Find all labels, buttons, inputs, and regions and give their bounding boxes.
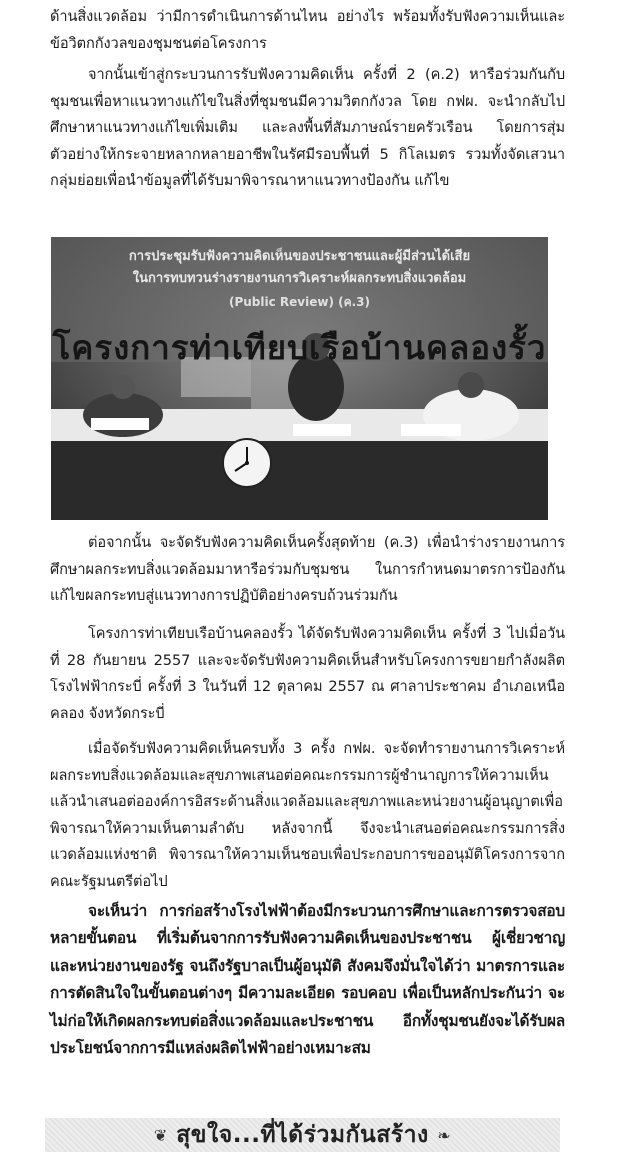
photo-banner-line1: การประชุมรับฟังความคิดเห็นของประชาชนและผู้มีส่วนได้เสีย — [128, 249, 471, 264]
paragraph-schedule: โครงการท่าเทียบเรือบ้านคลองรั้ว ได้จัดรับฟังความคิดเห็น ครั้งที่ 3 ไปเมื่อวันที่ 28 กันยายน 2557 และจะจัดรับฟังความคิดเห็นสำหรับโครงการขยายกำลังผลิตโรงไฟฟ้ากระบี่ ครั้งที่ 3 ในวันที่ 12 ตุลาคม 2557 ณ ศาลาประชาคม อำเภอเหนือคลอง จังหวัดกระบี่ — [50, 625, 565, 722]
photo-banner-line2: ในการทบทวนร่างรายงานการวิเคราะห์ผลกระทบสิ่งแวดล้อม — [132, 271, 467, 286]
paragraph-hearing-2: จากนั้นเข้าสู่กระบวนการรับฟังความคิดเห็น ครั้งที่ 2 (ค.2) หารือร่วมกันกับชุมชนเพื่อหาแนวทางแก้ไขในสิ่งที่ชุมชนมีความวิตกกังวล โดย กฟผ. จะนำกลับไปศึกษาหาแนวทางแก้ไขเพิ่มเติม และลงพื้นที่สัมภาษณ์รายครัวเรือน โดยการสุ่มตัวอย่างให้กระจายหลากหลายอาชีพในรัศมีรอบพื้นที่ 5 กิโลเมตร รวมทั้งจัดเสวนากลุ่มย่อยเพื่อนำข้อมูลที่ได้รับมาพิจารณาหาแนวทางป้องกัน แก้ไข — [50, 66, 565, 189]
leaf-icon: ❦ — [153, 1125, 168, 1145]
paragraph-intro: ด้านสิ่งแวดล้อม ว่ามีการดำเนินการด้านไหน อย่างไร พร้อมทั้งรับฟังความเห็นและข้อวิตกกังวลของชุมชนต่อโครงการ — [50, 8, 565, 52]
photo-banner-line3: (Public Review) (ค.3) — [228, 295, 371, 309]
footer-slogan: สุขใจ...ที่ได้ร่วมกันสร้าง — [176, 1122, 429, 1148]
wall-clock-icon — [223, 439, 271, 487]
paragraph-conclusion: จะเห็นว่า การก่อสร้างโรงไฟฟ้าต้องมีกระบวนการศึกษาและการตรวจสอบหลายขั้นตอน ที่เริ่มต้นจากการรับฟังความคิดเห็นของประชาชน ผู้เชี่ยวชาญ และหน่วยงานของรัฐ จนถึงรัฐบาลเป็นผู้อนุมัติ สังคมจึงมั่นใจได้ว่า มาตรการและการตัดสินใจในขั้นตอนต่างๆ มีความละเอียด รอบคอบ เพื่อเป็นหลักประกันว่า จะไม่ก่อให้เกิดผลกระทบต่อสิ่งแวดล้อมและประชาชน อีกทั้งชุมชนยังจะได้รับผลประโยชน์จากการมีแหล่งผลิตไฟฟ้าอย่างเหมาะสม — [50, 902, 565, 1058]
meeting-photo — [51, 237, 548, 520]
paragraph-approval-process: เมื่อจัดรับฟังความคิดเห็นครบทั้ง 3 ครั้ง กฟผ. จะจัดทำรายงานการวิเคราะห์ผลกระทบสิ่งแวดล้อมและสุขภาพเสนอต่อคณะกรรมการผู้ชำนาญการให้ความเห็น แล้วนำเสนอต่อองค์การอิสระด้านสิ่งแวดล้อมและสุขภาพและหน่วยงานผู้อนุญาตเพื่อพิจารณาให้ความเห็นตามลำดับ หลังจากนี้ จึงจะนำเสนอต่อคณะกรรมการสิ่งแวดล้อมแห่งชาติ พิจารณาให้ความเห็นชอบเพื่อประกอบการขออนุมัติโครงการจากคณะรัฐมนตรีต่อไป — [50, 740, 565, 890]
photo-banner-title: โครงการท่าเทียบเรือบ้านคลองรั้ว — [52, 328, 547, 367]
leaf-icon: ❧ — [437, 1125, 452, 1145]
paragraph-hearing-3: ต่อจากนั้น จะจัดรับฟังความคิดเห็นครั้งสุดท้าย (ค.3) เพื่อนำร่างรายงานการศึกษาผลกระทบสิ่งแวดล้อมมาหารือร่วมกับชุมชน ในการกำหนดมาตรการป้องกัน แก้ไขผลกระทบสู่แนวทางการปฏิบัติอย่างครบถ้วนร่วมกัน — [50, 534, 565, 604]
footer-slogan-banner — [45, 1118, 560, 1152]
